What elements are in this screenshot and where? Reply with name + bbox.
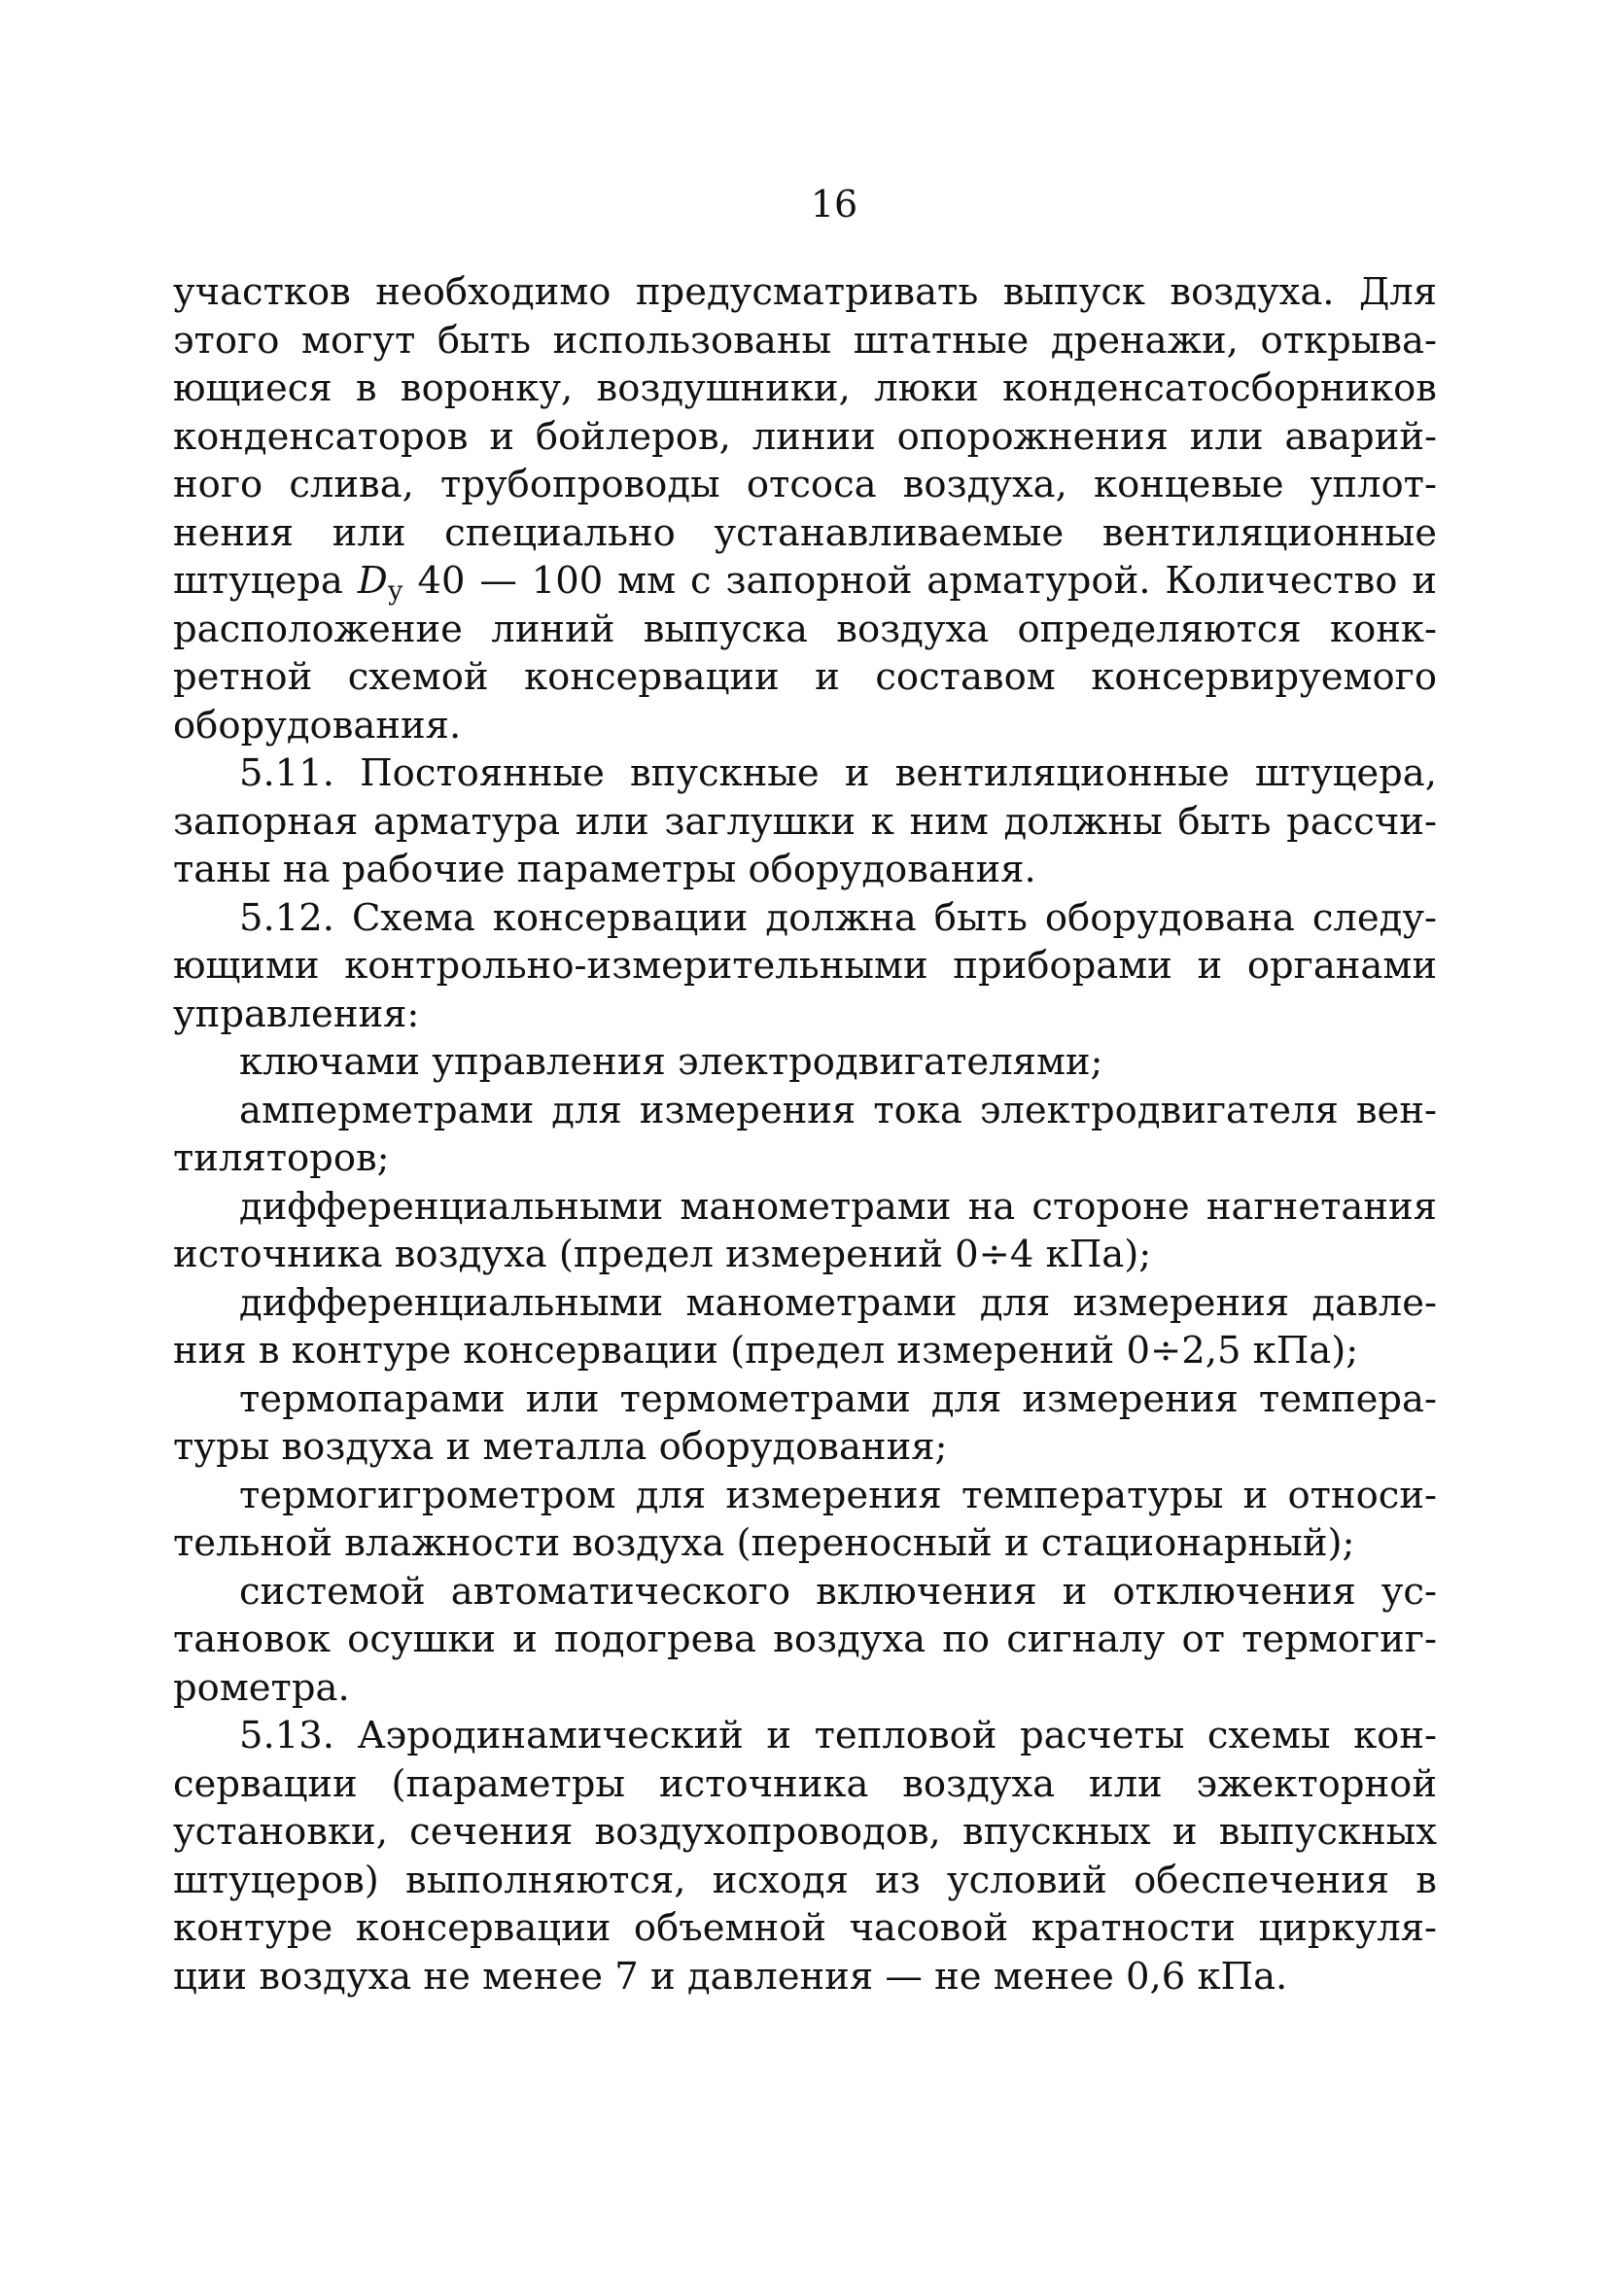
list-item-manometers-discharge: дифференциальными манометрами на стороне нагнетания источника воздуха (предел измерений 0÷4 кПа);	[173, 1184, 1437, 1276]
page-number: 16	[810, 183, 858, 226]
paragraph-5-13: 5.13. Аэродинамический и тепловой расчеты схемы консервации (параметры источника воздуха или эжекторной установки, сечения воздухопроводов, впускных и выпускных штуцеров) выполняются, исходя из условий обеспечения в контуре консервации объемной часовой кратности циркуляции воздуха не менее 7 и давления — не менее 0,6 кПа.	[173, 1714, 1437, 1999]
document-page	[173, 175, 1437, 2000]
list-item-automatic-system: системой автоматического включения и отключения установок осушки и подогрева воздуха по сигналу от термогигрометра.	[173, 1569, 1437, 1710]
paragraph-5-11: 5.11. Постоянные впускные и вентиляционные штуцера, запорная арматура или заглушки к ним должны быть рассчитаны на рабочие параметры оборудования.	[173, 751, 1437, 891]
paragraph-continuation	[173, 268, 1437, 749]
list-item-ammeters: амперметрами для измерения тока электродвигателя вентиляторов;	[173, 1088, 1437, 1180]
nominal-diameter-subscript: у	[387, 575, 403, 607]
list-item-control-keys: ключами управления электродвигателями;	[239, 1040, 1103, 1084]
paragraph-5-12: 5.12. Схема консервации должна быть оборудована следующими контрольно-измерительными приборами и органами управления:	[173, 895, 1437, 1036]
list-item-manometers-circuit: дифференциальными манометрами для измерения давления в контуре консервации (предел измерений 0÷2,5 кПа);	[173, 1280, 1437, 1373]
list-item-thermocouples: термопарами или термометрами для измерения температуры воздуха и металла оборудования;	[173, 1376, 1437, 1469]
paragraph-text-after: 40 — 100 мм с запорной арматурой. Количество и расположение линий выпуска воздуха определяются конкретной схемой консервации и составом консервируемого оборудования.	[173, 559, 1438, 748]
list-item-thermohygrometer: термогигрометром для измерения температуры и относительной влажности воздуха (переносный и стационарный);	[173, 1473, 1437, 1565]
paragraph-text-before: участков необходимо предусматривать выпуск воздуха. Для этого могут быть использованы штатные дренажи, открывающиеся в воронку, воздушники, люки конденсатосборников конденсаторов и бойлеров, линии опорожнения или аварийного слива, трубопроводы отсоса воздуха, концевые уплотнения или специально устанавливаемые вентиляционные штуцера	[173, 270, 1437, 603]
nominal-diameter-symbol: D	[357, 559, 388, 603]
